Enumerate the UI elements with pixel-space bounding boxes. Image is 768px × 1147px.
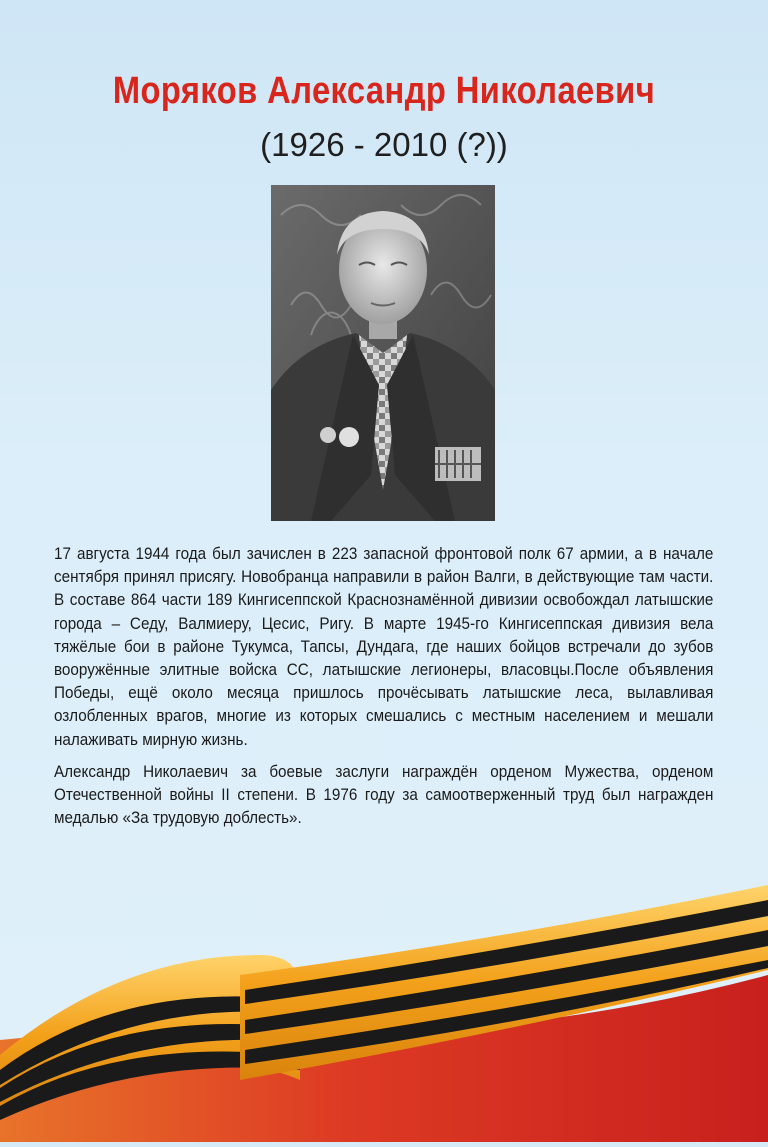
veteran-portrait-photo [271,185,495,521]
biography-text [54,543,714,839]
biography-paragraph-1: 17 августа 1944 года был зачислен в 223 запасной фронтовой полк 67 армии, а в начале сентября принял присягу. Новобранца направили в район Валги, в действующие там части. В составе 864 части 189 Кингисеппской Краснознамённой дивизии освобождал латышские города – Седу, Валмиеру, Цесис, Ригу. В марте 1945-го Кингисеппская дивизия вела тяжёлые бои в районе Тукумса, Тапсы, Дундага, где наших бойцов встречали до зубов вооружённые элитные войска СС, латышские легионеры, власовцы.После объявления Победы, ещё около месяца пришлось прочёсывать латышские леса, вылавливая озлобленных врагов, многие из которых смешались с местным населением и мешали налаживать мирную жизнь. [54,545,714,749]
life-years: (1926 - 2010 (?)) [260,126,508,163]
st-georges-ribbon-decoration [0,880,768,1142]
biography-paragraph-2: Александр Николаевич за боевые заслуги награждён орденом Мужества, орденом Отечественной войны II степени. В 1976 году за самоотверженный труд был награжден медалью «За трудовую доблесть». [54,762,714,828]
person-name-title: Моряков Александр Николаевич [112,70,656,112]
